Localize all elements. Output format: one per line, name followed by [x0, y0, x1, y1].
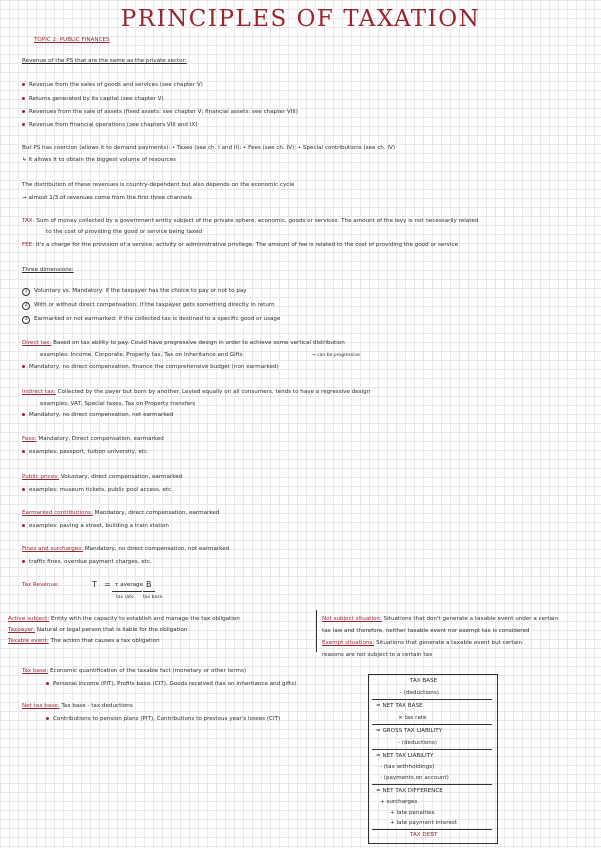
formula-rate-label: tax rate — [116, 595, 134, 600]
direct-tax: Direct tax: Based on tax ability to pay. Could have progressive design in order to achieve some vertical distribution — [22, 340, 345, 346]
calc-divider — [372, 829, 492, 830]
calc-line: - (deductions) — [398, 740, 437, 746]
calc-line: = NET TAX BASE — [376, 703, 423, 709]
tax-revenue-heading: Tax Revenue: — [22, 582, 60, 588]
list-item: 2 With or without direct compensation: if the taxpayer gets something directly in return — [22, 302, 275, 310]
list-item: examples: passport, tuition university, etc. — [22, 449, 149, 456]
three-dimensions-heading: Three dimensions: — [22, 267, 74, 273]
calc-line: + surcharges — [380, 799, 418, 805]
calc-divider — [372, 699, 492, 700]
calc-line: = NET TAX LIABILITY — [376, 753, 434, 759]
calc-divider — [372, 724, 492, 725]
calc-line: = GROSS TAX LIABILITY — [376, 728, 443, 734]
not-subject-cont: tax law and therefore, neither taxable event nor exempt tax is considered — [322, 628, 530, 634]
indirect-tax: Indirect tax: Collected by the payer but born by another. Levied equally on all consumers, tends to have a regressive design — [22, 389, 371, 395]
list-item: Mandatory, no direct compensation, not earmarked — [22, 412, 173, 419]
calc-divider — [372, 749, 492, 750]
taxable-event: Taxable event: The action that causes a tax obligation — [8, 638, 160, 644]
tax-definition: TAX: Sum of money collected by a government entity subject of the private sphere, economic, goods or services. The amount of the levy is not necessarily related — [22, 218, 479, 224]
formula-base-label: tax base — [143, 595, 163, 600]
calc-line: TAX BASE — [410, 678, 438, 684]
public-prices-heading: Public prices: Voluntary, direct compensation, earmarked — [22, 474, 183, 480]
tax-definition-cont: to the cost of providing the good or service being taxed — [46, 229, 203, 235]
intro-text: Revenue of the PS that are the same as the private sector: — [22, 58, 187, 64]
list-item: Contributions to pension plans (PIT), Contributions to previous year's losses (CIT) — [46, 716, 280, 723]
tax-base: Tax base: Economic quantification of the taxable fact (monetary or other terms) — [22, 668, 247, 674]
taxpayer: Taxpayer: Natural or legal person that is liable for the obligation — [8, 627, 188, 633]
fee-definition: FEE: It's a charge for the provision of a service, activity or administrative privilege. The amount of fee is related to the cost of providing the good or service — [22, 242, 459, 248]
exempt: Exempt situations: Situations that generate a taxable event but certain — [322, 640, 523, 646]
formula-rate-brace — [112, 591, 142, 592]
calc-line: - (deductions) — [400, 690, 439, 696]
list-item: Revenues from the sale of assets (fixed assets: see chapter V; financial assets: see chapter VIII) — [22, 109, 298, 116]
list-item: Returns generated by its capital (see chapter V) — [22, 96, 164, 103]
list-item: Revenue from the sales of goods and services (see chapter V) — [22, 82, 203, 89]
fines-heading: Fines and surcharges: Mandatory, no direct compensation, not earmarked — [22, 546, 230, 552]
page-title: PRINCIPLES OF TAXATION — [120, 6, 481, 32]
formula-t: T — [92, 580, 97, 589]
list-item: traffic fines, overdue payment charges, etc. — [22, 559, 152, 566]
indirect-tax-examples: examples: VAT, Special taxes, Tax on Property transfers — [40, 401, 196, 407]
not-subject: Not subject situation: Situations that don't generate a taxable event under a certain — [322, 616, 559, 622]
topic-heading: TOPIC 2: PUBLIC FINANCES — [34, 37, 110, 43]
calc-line: × tax rate — [398, 715, 427, 721]
fees-heading: Fees: Mandatory, Direct compensation, earmarked — [22, 436, 164, 442]
formula-base-brace — [143, 591, 155, 592]
active-subject: Active subject: Entity with the capacity to establish and manage the tax obligation — [8, 616, 240, 622]
distribution-arrow: → almost 1/3 of revenues come from the first three channels — [22, 195, 193, 201]
coercion-line: But PS has coercion (allows it to demand payments): • Taxes (see ch. I and II); • Fees (see ch. IV); • Special contributions (see ch. IV) — [22, 145, 396, 151]
calc-line: + late payment interest — [390, 820, 458, 826]
list-item: Personal income (PIT), Profits basis (CIT), Goods received (tax on inheritance and gifts) — [46, 681, 296, 688]
formula-equals: = — [104, 580, 111, 589]
calc-line: + late penalties — [390, 810, 435, 816]
formula-b: B — [146, 580, 152, 589]
list-item: examples: paving a street, building a train station — [22, 523, 169, 530]
calc-line: - (tax withholdings) — [380, 764, 435, 770]
earmarked-contributions-heading: Earmarked contributions: Mandatory, direct compensation, earmarked — [22, 510, 220, 516]
coercion-arrow: ↳ It allows it to obtain the biggest volume of resources — [22, 157, 176, 163]
list-item: 3 Earmarked or not earmarked: if the collected tax is destined to a specific good or usage — [22, 316, 280, 324]
list-item: examples: museum tickets, public pool access, etc. — [22, 487, 173, 494]
calc-line: - (payments on account) — [380, 775, 449, 781]
calc-line: = NET TAX DIFFERENCE — [376, 788, 443, 794]
exempt-cont: reasons are not subject to a certain tax — [322, 652, 433, 658]
list-item: 1 Voluntary vs. Mandatory: if the taxpayer has the choice to pay or not to pay — [22, 288, 247, 296]
direct-tax-examples: examples: Income, Corporate, Property tax, Tax on Inheritance and Gifts — [40, 352, 243, 358]
list-item: Revenue from financial operations (see chapters VIII and IX) — [22, 122, 197, 129]
calc-divider — [372, 784, 492, 785]
divider — [316, 610, 317, 652]
list-item: Mandatory, no direct compensation, finance the comprehensive budget (non earmarked) — [22, 364, 279, 371]
net-tax-base: Net tax base: Tax base - tax deductions — [22, 703, 133, 709]
calc-line: TAX DEBT — [410, 832, 438, 838]
direct-tax-note: → can be progressive — [312, 353, 360, 358]
formula-tau: τ average — [115, 582, 144, 588]
distribution-text: The distribution of these revenues is country-dependent but also depends on the economic cycle — [22, 182, 295, 188]
